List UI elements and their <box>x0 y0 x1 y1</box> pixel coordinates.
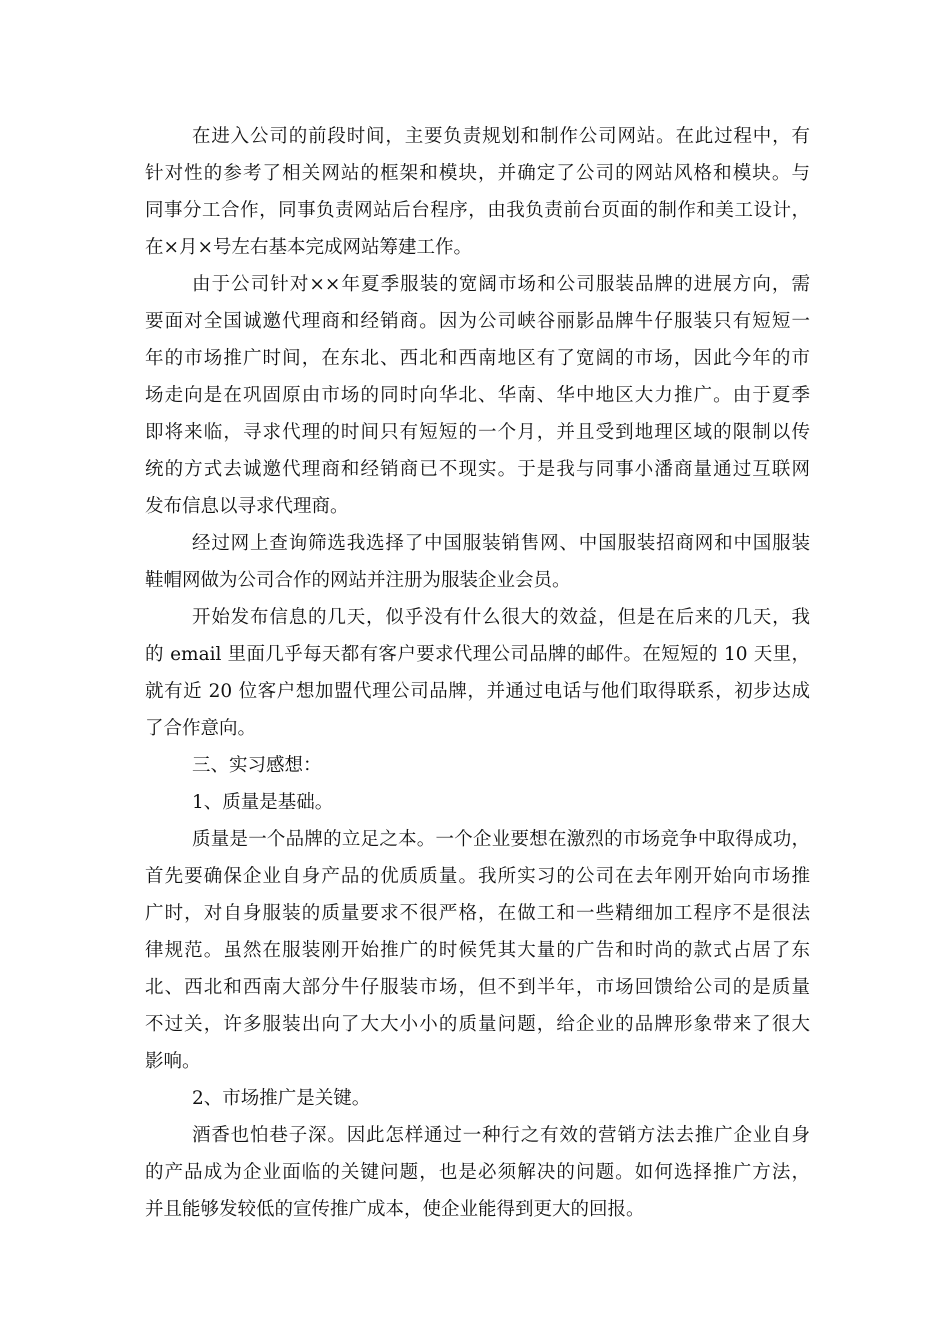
paragraph-line: 就有近 20 位客户想加盟代理公司品牌，并通过电话与他们取得联系，初步达成 <box>145 681 810 702</box>
paragraph-line: 不过关，许多服装出向了大大小小的质量问题，给企业的品牌形象带来了很大 <box>145 1014 810 1035</box>
paragraph-line: 北、西北和西南大部分牛仔服装市场，但不到半年，市场回馈给公司的是质量 <box>145 977 810 998</box>
paragraph-line: 广时，对自身服装的质量要求不很严格，在做工和一些精细加工程序不是很法 <box>145 903 810 924</box>
paragraph-line: 质量是一个品牌的立足之本。一个企业要想在激烈的市场竞争中取得成功， <box>192 829 810 850</box>
paragraph-line: 发布信息以寻求代理商。 <box>145 496 349 517</box>
paragraph-line: 并且能够发较低的宣传推广成本，使企业能得到更大的回报。 <box>145 1199 645 1220</box>
paragraph-line: 场走向是在巩固原由市场的同时向华北、华南、华中地区大力推广。由于夏季 <box>145 385 810 406</box>
subsection-heading: 1、质量是基础。 <box>192 792 334 813</box>
paragraph-line: 由于公司针对××年夏季服装的宽阔市场和公司服装品牌的进展方向，需 <box>192 274 810 295</box>
paragraph-line: 影响。 <box>145 1051 201 1072</box>
paragraph-line: 的产品成为企业面临的关键问题，也是必须解决的问题。如何选择推广方法， <box>145 1162 810 1183</box>
subsection-heading: 2、市场推广是关键。 <box>192 1088 371 1109</box>
paragraph-line: 了合作意向。 <box>145 718 257 739</box>
paragraph-line: 律规范。虽然在服装刚开始推广的时候凭其大量的广告和时尚的款式占居了东 <box>145 940 810 961</box>
paragraph-line: 鞋帽网做为公司合作的网站并注册为服装企业会员。 <box>145 570 571 591</box>
paragraph-line: 在×月×号左右基本完成网站筹建工作。 <box>145 237 473 258</box>
paragraph-line: 首先要确保企业自身产品的优质质量。我所实习的公司在去年刚开始向市场推 <box>145 866 810 887</box>
paragraph-line: 经过网上查询筛选我选择了中国服装销售网、中国服装招商网和中国服装 <box>192 533 810 554</box>
section-heading: 三、实习感想： <box>192 755 322 776</box>
paragraph-line: 同事分工合作，同事负责网站后台程序，由我负责前台页面的制作和美工设计， <box>145 200 810 221</box>
document-body <box>145 118 810 1228</box>
paragraph-line: 酒香也怕巷子深。因此怎样通过一种行之有效的营销方法去推广企业自身 <box>192 1125 810 1146</box>
paragraph-line: 针对性的参考了相关网站的框架和模块，并确定了公司的网站风格和模块。与 <box>145 163 810 184</box>
paragraph-line: 年的市场推广时间，在东北、西北和西南地区有了宽阔的市场，因此今年的市 <box>145 348 810 369</box>
paragraph-line: 开始发布信息的几天，似乎没有什么很大的效益，但是在后来的几天，我 <box>192 607 810 628</box>
paragraph-line: 的 email 里面几乎每天都有客户要求代理公司品牌的邮件。在短短的 10 天里， <box>145 644 810 665</box>
paragraph-line: 在进入公司的前段时间，主要负责规划和制作公司网站。在此过程中，有 <box>192 126 810 147</box>
paragraph-line: 要面对全国诚邀代理商和经销商。因为公司峡谷丽影品牌牛仔服装只有短短一 <box>145 311 810 332</box>
paragraph-line: 即将来临，寻求代理的时间只有短短的一个月，并且受到地理区域的限制以传 <box>145 422 810 443</box>
paragraph-line: 统的方式去诚邀代理商和经销商已不现实。于是我与同事小潘商量通过互联网 <box>145 459 810 480</box>
